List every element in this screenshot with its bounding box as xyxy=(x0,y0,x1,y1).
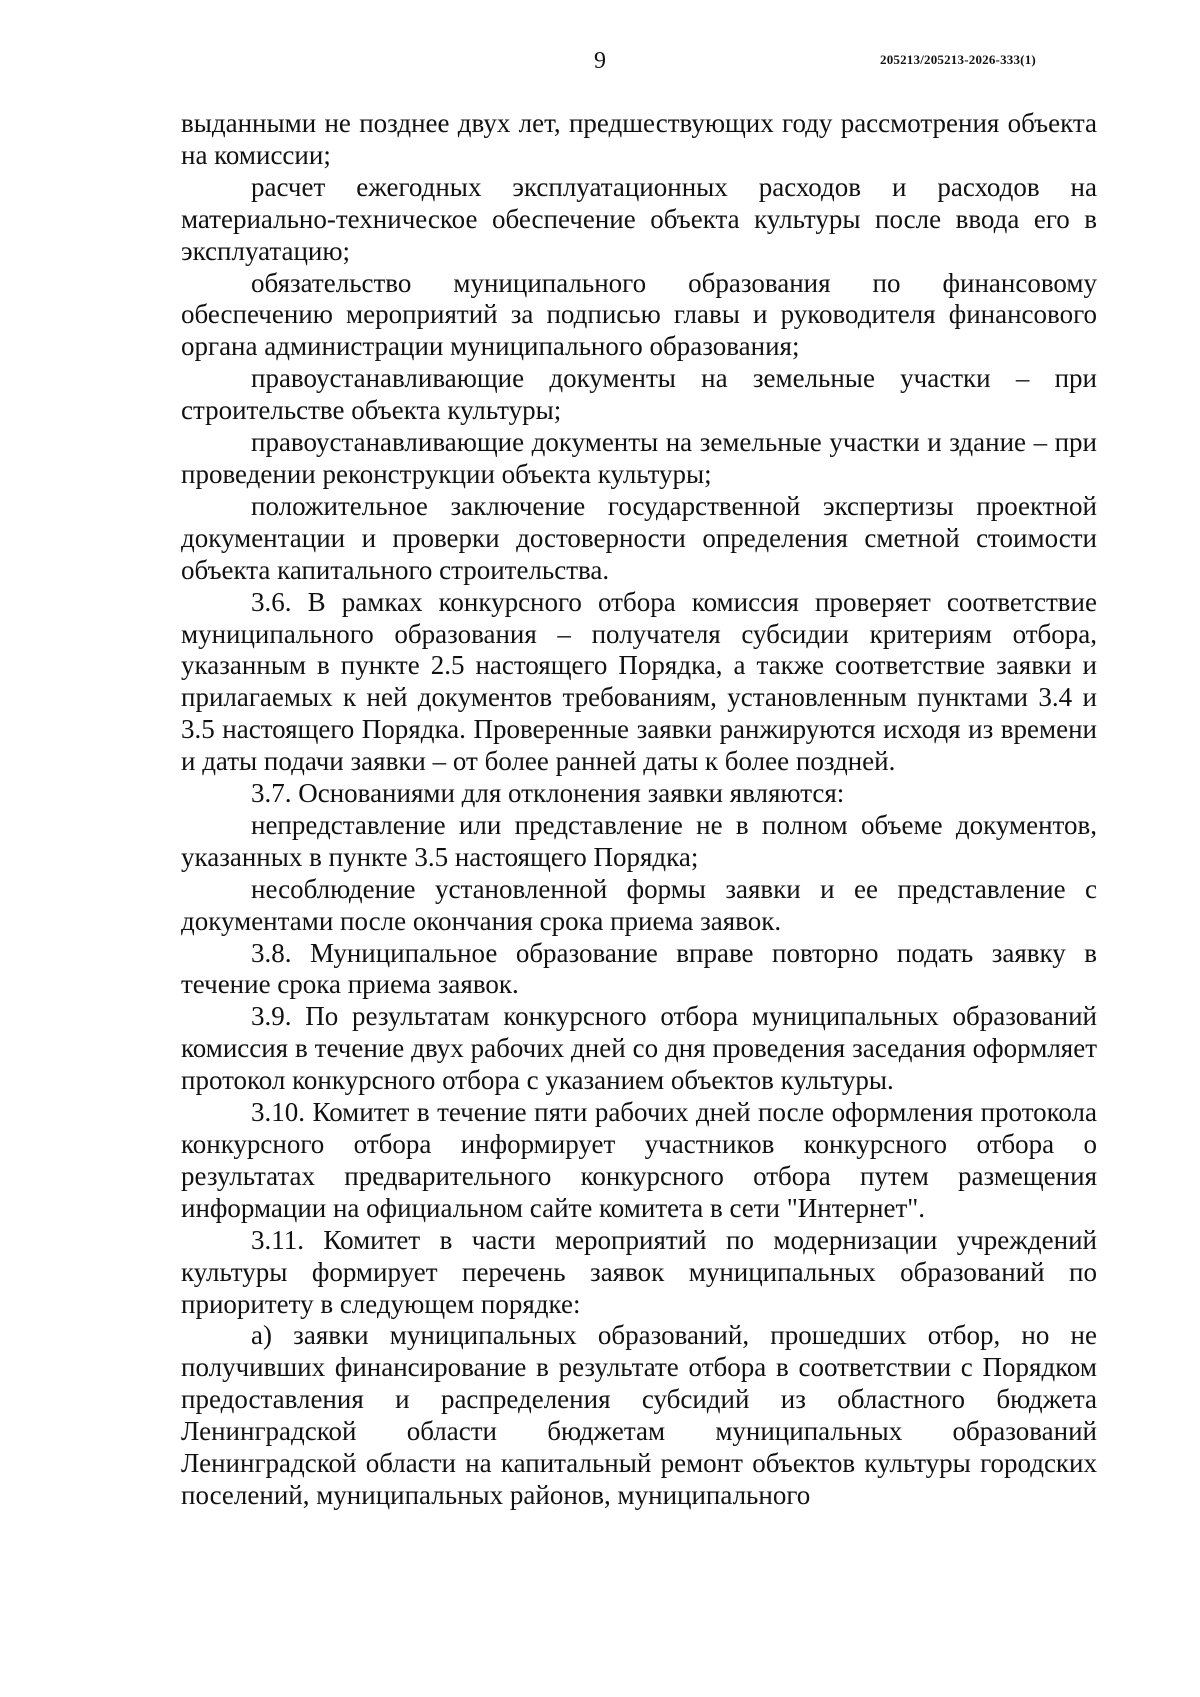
paragraph-continuation: выданными не позднее двух лет, предшествующих году рассмотрения объекта на комиссии; xyxy=(181,108,1097,170)
paragraph-section-3-11-item-a: а) заявки муниципальных образований, прошедших отбор, но не получивших финансирование в результате отбора в соответствии с Порядком предоставления и распределения субсидий из областного бюджета Ленинградской области бюджетам муниципальных образований Ленинградской области на капитальный ремонт объектов культуры городских поселений, муниципальных районов, муниципального xyxy=(181,1320,1097,1510)
paragraph-operating-costs: расчет ежегодных эксплуатационных расходов и расходов на материально-техническое обеспечение объекта культуры после ввода его в эксплуатацию; xyxy=(181,171,1097,266)
paragraph-rejection-incomplete-documents: непредставление или представление не в полном объеме документов, указанных в пункте 3.5 настоящего Порядка; xyxy=(181,809,1097,872)
page-number: 9 xyxy=(594,48,606,74)
paragraph-financial-obligation: обязательство муниципального образования по финансовому обеспечению мероприятий за подписью главы и руководителя финансового органа администрации муниципального образования; xyxy=(181,267,1097,362)
paragraph-section-3-6: 3.6. В рамках конкурсного отбора комиссия проверяет соответствие муниципального образования – получателя субсидии критериям отбора, указанным в пункте 2.5 настоящего Порядка, а также соответствие заявки и прилагаемых к ней документов требованиям, установленным пунктами 3.4 и 3.5 настоящего Порядка. Проверенные заявки ранжируются исходя из времени и даты подачи заявки – от более ранней даты к более поздней. xyxy=(181,586,1097,777)
paragraph-rejection-form-violation: несоблюдение установленной формы заявки и ее представление с документами после окончания срока приема заявок. xyxy=(181,873,1097,936)
paragraph-land-title-construction: правоустанавливающие документы на земельные участки – при строительстве объекта культуры; xyxy=(181,363,1097,426)
document-body xyxy=(181,108,1097,1512)
paragraph-land-title-reconstruction: правоустанавливающие документы на земельные участки и здание – при проведении реконструкции объекта культуры; xyxy=(181,427,1097,489)
paragraph-section-3-9: 3.9. По результатам конкурсного отбора муниципальных образований комиссия в течение двух рабочих дней со дня проведения заседания оформляет протокол конкурсного отбора с указанием объектов культуры. xyxy=(181,1001,1097,1096)
paragraph-section-3-11: 3.11. Комитет в части мероприятий по модернизации учреждений культуры формирует перечень заявок муниципальных образований по приоритету в следующем порядке: xyxy=(181,1224,1097,1319)
document-registration-code: 205213/205213-2026-333(1) xyxy=(880,52,1036,67)
paragraph-state-expertise: положительное заключение государственной экспертизы проектной документации и проверки достоверности определения сметной стоимости объекта капитального строительства. xyxy=(181,490,1097,585)
paragraph-section-3-8: 3.8. Муниципальное образование вправе повторно подать заявку в течение срока приема заявок. xyxy=(181,937,1097,1000)
paragraph-section-3-7: 3.7. Основаниями для отклонения заявки являются: xyxy=(251,778,845,809)
paragraph-section-3-10: 3.10. Комитет в течение пяти рабочих дней после оформления протокола конкурсного отбора информирует участников конкурсного отбора о результатах предварительного конкурсного отбора путем размещения информации на официальном сайте комитета в сети "Интернет". xyxy=(181,1097,1097,1223)
